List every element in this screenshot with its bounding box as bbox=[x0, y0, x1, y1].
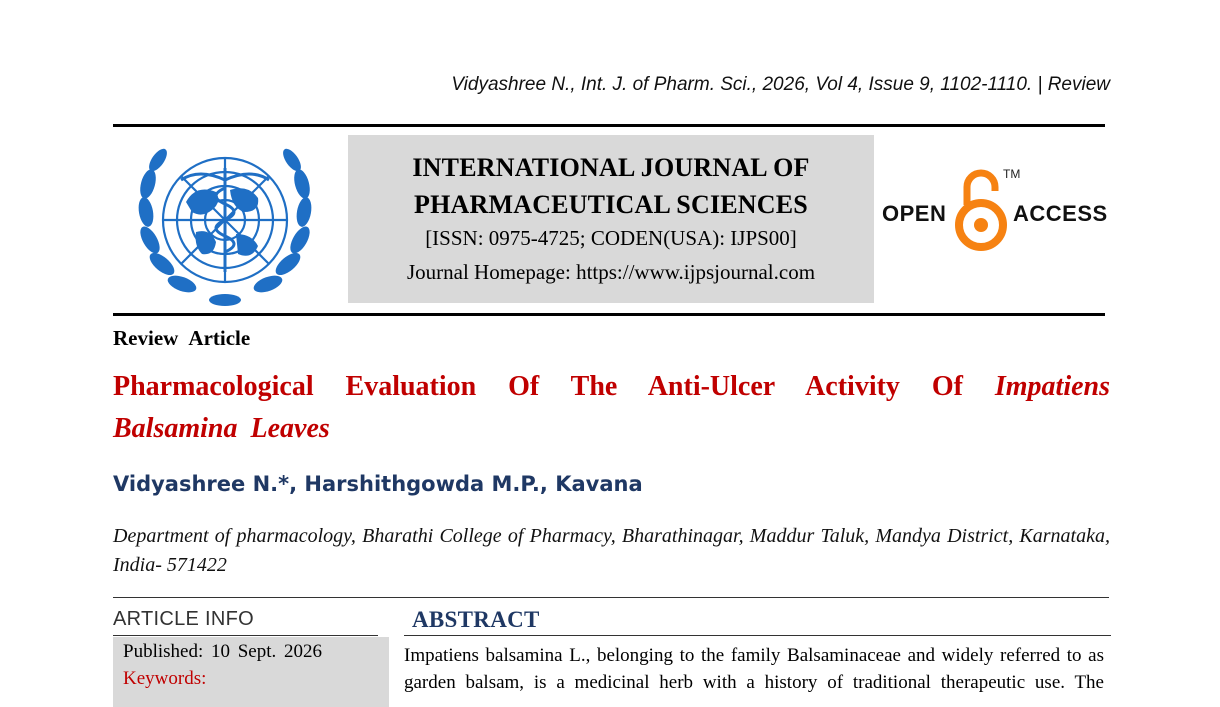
citation-header: Vidyashree N., Int. J. of Pharm. Sci., 2026, Vol 4, Issue 9, 1102-1110. | Review bbox=[451, 74, 1110, 95]
abstract-heading: ABSTRACT bbox=[412, 607, 540, 632]
article-info-heading: ARTICLE INFO bbox=[113, 608, 255, 630]
open-label: OPEN bbox=[882, 201, 947, 226]
affiliation: Department of pharmacology, Bharathi College of Pharmacy, Bharathinagar, Maddur Taluk, Mandya District, Karnataka, India- 571422 bbox=[113, 525, 1110, 576]
journal-banner bbox=[348, 135, 874, 303]
header-bottom-rule bbox=[113, 313, 1105, 316]
open-access-logo bbox=[880, 165, 1110, 255]
article-info-box bbox=[113, 637, 389, 707]
article-type: Review Article bbox=[113, 326, 251, 350]
journal-emblem-icon bbox=[126, 140, 324, 308]
author-list: Vidyashree N.*, Harshithgowda M.P., Kavana bbox=[113, 472, 643, 496]
section-divider bbox=[113, 597, 1109, 598]
journal-name: INTERNATIONAL JOURNAL OF PHARMACEUTICAL SCIENCES bbox=[412, 153, 810, 219]
article-title: Pharmacological Evaluation Of The Anti-Ulcer Activity Of Impatiens Balsamina Leaves bbox=[113, 371, 1110, 444]
abstract-rule bbox=[404, 635, 1111, 636]
access-label: ACCESS bbox=[1013, 201, 1108, 226]
article-info-rule bbox=[113, 635, 378, 636]
journal-issn: [ISSN: 0975-4725; CODEN(USA): IJPS00] bbox=[425, 226, 797, 250]
open-lock-icon bbox=[953, 165, 1009, 253]
trademark-label: TM bbox=[1003, 167, 1021, 181]
keywords-label: Keywords: bbox=[123, 668, 207, 689]
abstract-text: Impatiens balsamina L., belonging to the family Balsaminaceae and widely referred to as garden balsam, is a medicinal herb with a history of traditional therapeutic use. The bbox=[404, 645, 1104, 693]
published-date: Published: 10 Sept. 2026 bbox=[123, 641, 323, 662]
journal-homepage[interactable]: Journal Homepage: https://www.ijpsjournal.com bbox=[406, 260, 816, 284]
top-rule bbox=[113, 124, 1105, 127]
